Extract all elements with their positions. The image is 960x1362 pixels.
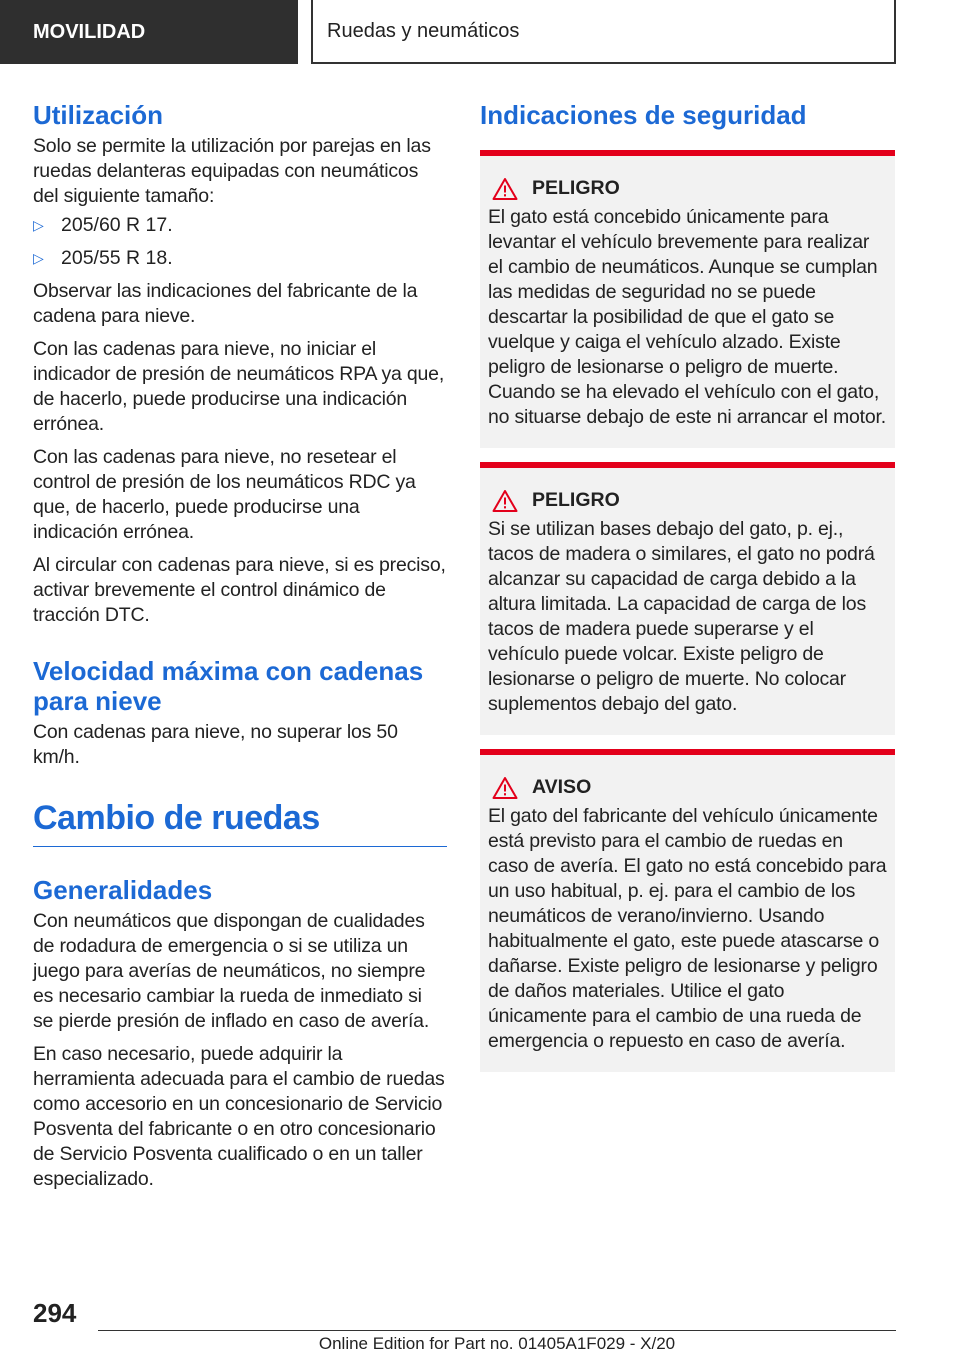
warning-triangle-icon: [488, 489, 532, 513]
footer-edition: Online Edition for Part no. 01405A1F029 - X/20: [318, 1334, 676, 1353]
section-tab: MOVILIDAD: [0, 0, 298, 64]
warning-text: Si se utilizan bases debajo del gato, p. ej., tacos de madera o similares, el gato no podrá alcanzar su capacidad de carga debido a la altura limitada. La capacidad de carga de los tacos de madera puede superarse y el vehículo puede volcar. Existe peligro de lesionarse o peligro de muerte. No colocar suplementos debajo del gato.: [488, 518, 875, 715]
list-item: ▷ 205/60 R 17.: [33, 214, 173, 236]
page-header: [0, 0, 960, 66]
caution-label: AVISO: [532, 776, 592, 798]
utilizacion-p3: Con las cadenas para nieve, no resetear el control de presión de los neumáticos RDC ya que, de hacerlo, puede producirse una indicación errónea.: [33, 446, 416, 543]
warning-label: PELIGRO: [532, 489, 620, 511]
utilizacion-p1: Observar las indicaciones del fabricante de la cadena para nieve.: [33, 280, 418, 327]
caution-text: El gato del fabricante del vehículo únicamente está previsto para el cambio de ruedas en caso de avería. El gato no está concebido para un uso habitual, p. ej. para el cambio de los neumáticos de verano/invierno. Usando habitualmente el gato, este puede atascarse o dañarse. Existe peligro de lesionarse y peligro de daños materiales. Utilice el gato únicamente para el cambio de una rueda de emergencia o repuesto en caso de avería.: [488, 805, 887, 1052]
heading-generalidades: Generalidades: [33, 875, 213, 905]
list-item: ▷ 205/55 R 18.: [33, 247, 173, 269]
footer-rule: [98, 1330, 896, 1331]
chapter-title: Ruedas y neumáticos: [311, 0, 896, 64]
utilizacion-p2: Con las cadenas para nieve, no iniciar el indicador de presión de neumáticos RPA ya que, de hacerlo, puede producirse una indicación errónea.: [33, 338, 445, 435]
warning-triangle-icon: [488, 776, 532, 800]
utilizacion-p4: Al circular con cadenas para nieve, si es preciso, activar brevemente el control dinámico de tracción DTC.: [33, 554, 446, 626]
heading-utilizacion: Utilización: [33, 100, 164, 130]
caution-box: [480, 749, 895, 1072]
heading-velocidad: Velocidad máxima con cadenas para nieve: [33, 656, 424, 716]
warning-label: PELIGRO: [532, 177, 620, 199]
warning-box: [480, 150, 895, 448]
warning-box: [480, 462, 895, 735]
warning-text: El gato está concebido únicamente para levantar el vehículo brevemente para realizar el cambio de neumáticos. Aunque se cumplan las medidas de seguridad no se puede descartar la posibilidad de que el gato se vuelque y caiga el vehículo alzado. Existe peligro de lesionarse o peligro de muerte. Cuando se ha elevado el vehículo con el gato, no situarse debajo de este ni arrancar el motor.: [488, 206, 886, 428]
generalidades-p1: Con neumáticos que dispongan de cualidades de rodadura de emergencia o si se utiliza un juego para averías de neumáticos, no siempre es necesario cambiar la rueda de inmediato si se pierde presión de inflado en caso de avería.: [33, 910, 430, 1032]
tire-size-list: [33, 213, 447, 271]
heading-seguridad: Indicaciones de seguridad: [480, 100, 807, 130]
utilizacion-intro: Solo se permite la utilización por parejas en las ruedas delanteras equipadas con neumáticos del siguiente tamaño:: [33, 135, 431, 207]
right-column: [480, 100, 895, 1086]
heading-cambio-de-ruedas: Cambio de ruedas: [33, 799, 320, 837]
warning-triangle-icon: [488, 177, 532, 201]
left-column: [33, 100, 447, 1192]
triangle-bullet-icon: ▷: [33, 217, 44, 233]
triangle-bullet-icon: ▷: [33, 250, 44, 266]
heading-rule: [33, 846, 447, 847]
page-number: 294: [33, 1298, 77, 1328]
generalidades-p2: En caso necesario, puede adquirir la herramienta adecuada para el cambio de ruedas como accesorio en un concesionario de Servicio Posventa del fabricante o en otro concesionario de Servicio Posventa cualificado o en un taller especializado.: [33, 1043, 445, 1190]
velocidad-text: Con cadenas para nieve, no superar los 50 km/h.: [33, 721, 398, 768]
